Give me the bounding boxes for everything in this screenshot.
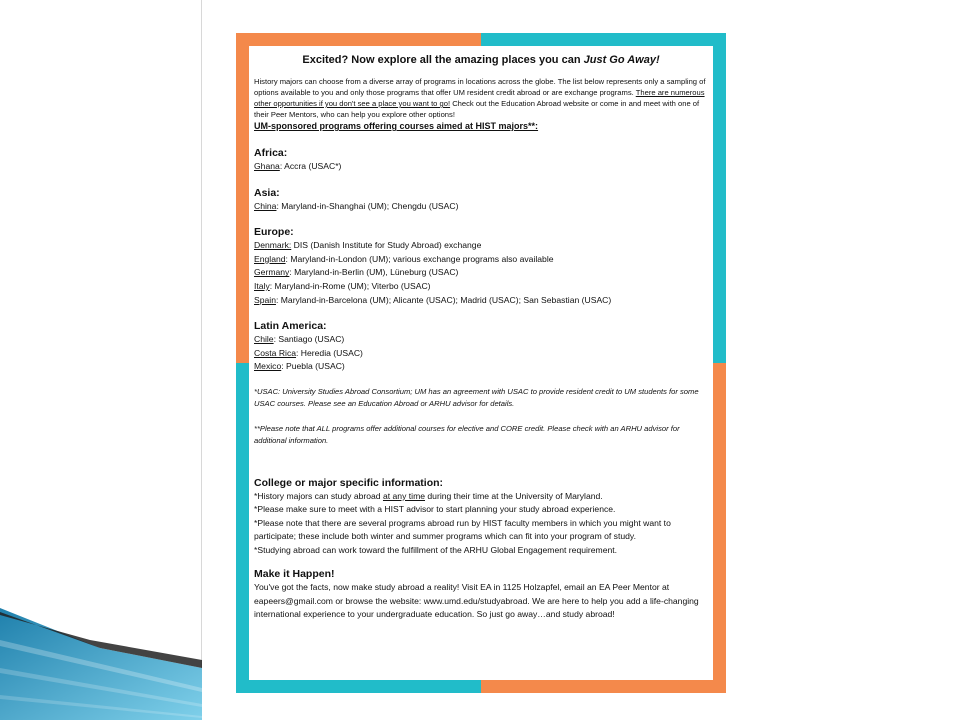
info-bullet-any-time <box>254 490 708 504</box>
program-entry <box>254 239 708 253</box>
program-details: : Maryland-in-Barcelona (UM); Alicante (USAC); Madrid (USAC); San Sebastian (USAC) <box>275 294 612 305</box>
region-title: Africa: <box>254 147 288 159</box>
region-title: Europe: <box>254 226 294 239</box>
region-block <box>254 225 708 307</box>
program-entry <box>254 200 708 214</box>
region-block <box>254 146 708 174</box>
program-entry <box>254 347 708 361</box>
flyer-card <box>249 46 713 680</box>
flyer-frame <box>236 33 726 693</box>
program-details: : Santiago (USAC) <box>273 334 345 345</box>
intro-text-1: History majors can choose from a diverse array of programs in locations across the globe. The list below represents only a sampling of options available to you and only those programs that offer UM resident credit abroad or are exchange programs. <box>254 77 706 97</box>
program-entry <box>254 253 708 267</box>
program-entry <box>254 333 708 347</box>
info-bullet-global-engagement: *Studying abroad can work toward the fulfillment of the ARHU Global Engagement requirement. <box>254 544 618 555</box>
program-details: : Puebla (USAC) <box>281 361 345 372</box>
country-name: Mexico <box>254 361 282 372</box>
program-details: DIS (Danish Institute for Study Abroad) exchange <box>291 240 482 251</box>
country-name: Spain <box>254 294 276 305</box>
program-entry <box>254 266 708 280</box>
program-entry <box>254 360 708 374</box>
program-details: : Maryland-in-London (UM); various exchange programs also available <box>285 253 554 264</box>
college-info-heading: College or major specific information: <box>254 476 444 489</box>
make-it-happen-heading: Make it Happen! <box>254 568 335 581</box>
country-name: Denmark: <box>254 240 292 251</box>
flyer-title-emphasis: Just Go Away! <box>583 54 660 66</box>
programs-heading: UM-sponsored programs offering courses aimed at HIST majors**: <box>254 121 539 131</box>
bullet-underlined-text: at any time <box>382 490 426 501</box>
country-name: Italy <box>254 280 270 291</box>
intro-text-2: Check out the Education Abroad website or come in and meet with one of their Peer Mentors, who can help you explore other options! <box>254 99 700 119</box>
country-name: Costa Rica <box>254 347 297 358</box>
info-bullet-advisor: *Please make sure to meet with a HIST advisor to start planning your study abroad experience. <box>254 504 616 515</box>
decorative-blue-wedge <box>0 0 202 720</box>
usac-footnote: *USAC: University Studies Abroad Consortium; UM has an agreement with USAC to provide resident credit to UM students for some USAC courses. Please see an Education Abroad or ARHU advisor for details. <box>254 386 699 409</box>
bullet-text: *History majors can study abroad <box>254 490 383 501</box>
regions-list <box>254 146 708 374</box>
program-entry <box>254 280 708 294</box>
flyer-title-main: Excited? Now explore all the amazing places you can <box>302 54 581 66</box>
program-details: : Maryland-in-Shanghai (UM); Chengdu (USAC) <box>276 200 459 211</box>
country-name: England <box>254 253 286 264</box>
info-bullet-faculty-programs: *Please note that there are several programs abroad run by HIST faculty members in which you might want to participate; these include both winter and summer programs which can fit into your program of study. <box>254 517 671 542</box>
program-entry <box>254 294 708 308</box>
program-details: : Heredia (USAC) <box>296 347 363 358</box>
program-entry <box>254 160 708 174</box>
make-it-happen-text: You've got the facts, now make study abroad a reality! Visit EA in 1125 Holzapfel, email an EA Peer Mentor at eapeers@gmail.com or browse the website: www.umd.edu/studyabroad. We are here to help you add a life-changing international experience to your undergraduate education. So just go away…and study abroad! <box>254 582 699 620</box>
core-footnote: **Please note that ALL programs offer additional courses for elective and CORE credit. Please check with an ARHU advisor for additional information. <box>254 423 680 446</box>
flyer-title <box>254 54 708 66</box>
intro-paragraph <box>254 76 708 120</box>
region-block <box>254 186 708 214</box>
program-details: : Accra (USAC*) <box>279 161 342 171</box>
program-details: : Maryland-in-Rome (UM); Viterbo (USAC) <box>269 280 431 291</box>
country-name: Ghana <box>254 161 280 171</box>
bullet-text: during their time at the University of Maryland. <box>425 490 603 501</box>
country-name: Germany <box>254 267 290 278</box>
country-name: China <box>254 200 277 211</box>
region-title: Latin America: <box>254 320 327 333</box>
country-name: Chile <box>254 334 274 345</box>
region-title: Asia: <box>254 186 280 199</box>
intro-underlined-text: There are numerous other opportunities if you don't see a place you want to go! <box>254 88 705 108</box>
region-block <box>254 319 708 374</box>
program-details: : Maryland-in-Berlin (UM), Lüneburg (USAC) <box>289 267 459 278</box>
flyer-content <box>254 51 708 622</box>
